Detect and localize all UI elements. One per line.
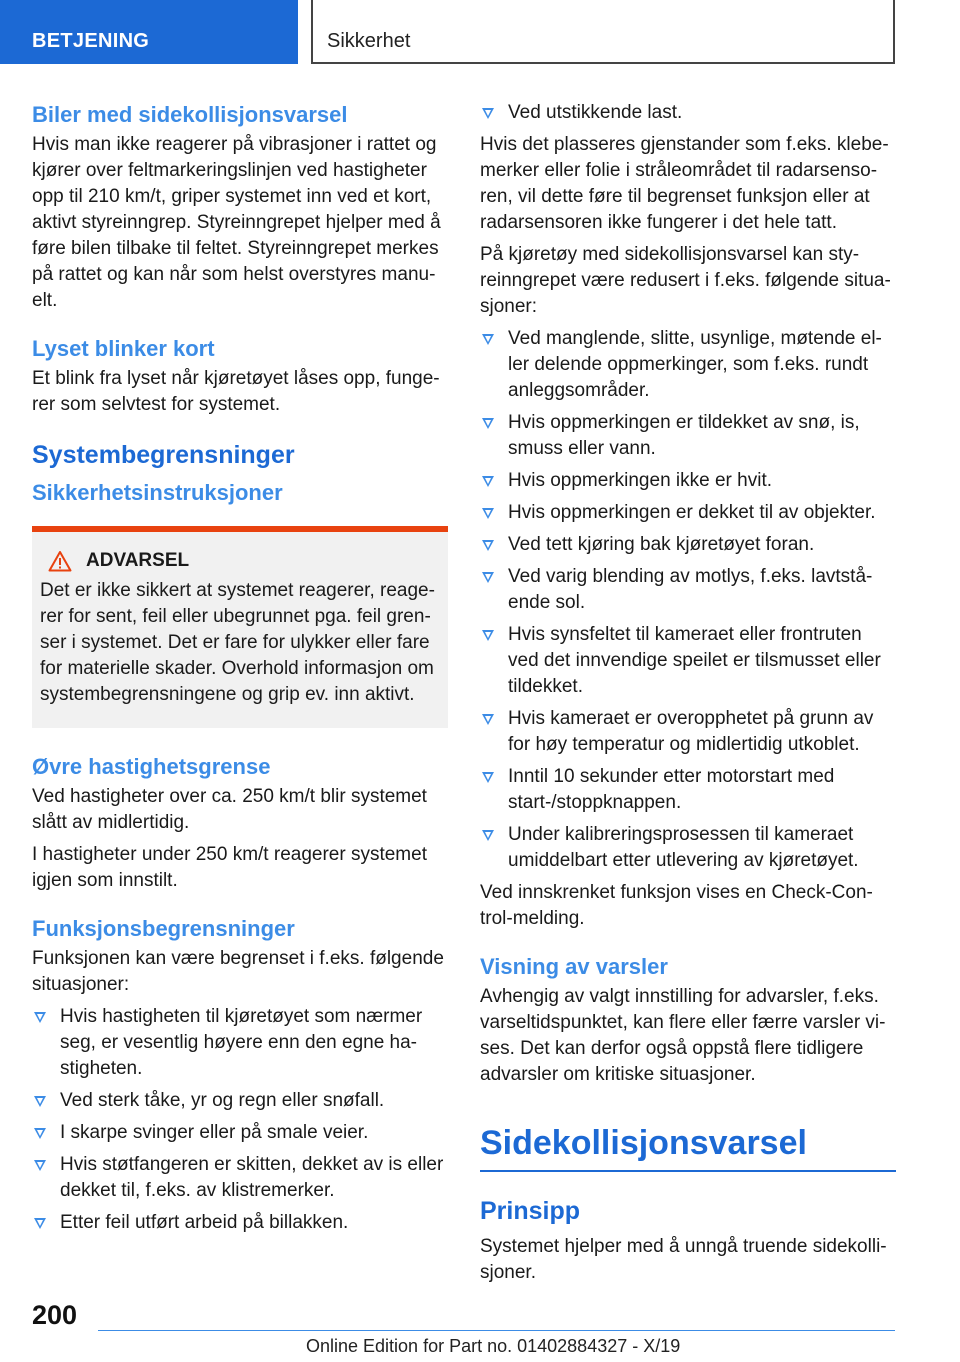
heading-lyset: Lyset blinker kort bbox=[32, 336, 215, 361]
bullet-triangle-icon bbox=[34, 1012, 46, 1023]
section-header bbox=[311, 0, 895, 64]
list-item: Hvis synsfeltet til kameraet eller frontruten ved det innvendige speilet er tilsmusset eller tildekket. bbox=[480, 622, 896, 700]
heading-sikkerhet: Sikkerhetsinstruksjoner bbox=[32, 480, 283, 505]
heading-rule bbox=[480, 1170, 896, 1172]
heading-ovre-hastighet: Øvre hastighetsgrense bbox=[32, 754, 271, 779]
bullet-triangle-icon bbox=[482, 772, 494, 783]
list-item: Hvis hastigheten til kjøretøyet som nærmer seg, er vesentlig høyere enn den egne ha-stigheten. bbox=[32, 1004, 448, 1082]
left-bullet-list bbox=[32, 1004, 448, 1236]
list-item: Hvis støtfangeren er skitten, dekket av is eller dekket til, f.eks. av klistremerker. bbox=[32, 1152, 448, 1204]
footer-edition: Online Edition for Part no. 01402884327 - X/19 bbox=[306, 1336, 681, 1356]
list-item: Ved sterk tåke, yr og regn eller snøfall. bbox=[32, 1088, 448, 1114]
heading-prinsipp: Prinsipp bbox=[480, 1197, 581, 1225]
chapter-tab bbox=[0, 0, 298, 64]
heading-sidekollisjonsvarsel: Sidekollisjonsvarsel bbox=[480, 1124, 807, 1162]
list-item: Hvis oppmerkingen er dekket til av objekter. bbox=[480, 500, 896, 526]
right-bullet-list bbox=[480, 326, 896, 874]
heading-sidekollisjon: Biler med sidekollisjonsvarsel bbox=[32, 102, 348, 127]
list-item: Ved tett kjøring bak kjøretøyet foran. bbox=[480, 532, 896, 558]
list-item: Hvis kameraet er overopphetet på grunn av for høy temperatur og midlertidig utkoblet. bbox=[480, 706, 896, 758]
bullet-triangle-icon bbox=[34, 1160, 46, 1171]
left-column bbox=[32, 100, 448, 1242]
list-item: Ved utstikkende last. bbox=[480, 100, 896, 126]
warning-triangle-icon bbox=[48, 550, 72, 572]
list-item: Inntil 10 sekunder etter motorstart med start-/stoppknappen. bbox=[480, 764, 896, 816]
bullet-triangle-icon bbox=[482, 830, 494, 841]
bullet-triangle-icon bbox=[482, 108, 494, 119]
bullet-triangle-icon bbox=[482, 572, 494, 583]
warning-title: ADVARSEL bbox=[86, 550, 190, 571]
heading-systembegrensninger: Systembegrensninger bbox=[32, 441, 295, 469]
paragraph-funksjon: Funksjonen kan være begrenset i f.eks. følgende situasjoner: bbox=[32, 948, 444, 995]
warning-box bbox=[32, 526, 448, 728]
paragraph-radar: Hvis det plasseres gjenstander som f.eks. klebe-merker eller folie i stråleområdet til radarsenso-ren, vil dette føre til begrenset funksjon eller at radarsensoren ikke fungerer i det hele tatt. bbox=[480, 134, 889, 233]
bullet-triangle-icon bbox=[482, 540, 494, 551]
bullet-triangle-icon bbox=[34, 1096, 46, 1107]
bullet-triangle-icon bbox=[482, 508, 494, 519]
list-item: Hvis oppmerkingen ikke er hvit. bbox=[480, 468, 896, 494]
chapter-label: BETJENING bbox=[32, 30, 150, 52]
heading-visning: Visning av varsler bbox=[480, 954, 668, 979]
heading-funksjonsbegrensninger: Funksjonsbegrensninger bbox=[32, 916, 295, 941]
right-column bbox=[480, 100, 896, 1292]
bullet-triangle-icon bbox=[482, 476, 494, 487]
paragraph-prinsipp: Systemet hjelper med å unngå truende sidekolli-sjoner. bbox=[480, 1236, 887, 1283]
warning-title-row bbox=[40, 550, 440, 572]
bullet-triangle-icon bbox=[34, 1218, 46, 1229]
list-item: I skarpe svinger eller på smale veier. bbox=[32, 1120, 448, 1146]
bullet-triangle-icon bbox=[34, 1128, 46, 1139]
paragraph-sidekollisjon: Hvis man ikke reagerer på vibrasjoner i rattet og kjører over feltmarkeringslinjen ved hastigheter opp til 210 km/t, griper systemet inn ved et kort, aktivt styreinngrep. Styreinngrepet hjelper med å føre bilen tilbake til feltet. Styreinngrepet merkes på rattet og kan når som helst overstyres manu-elt. bbox=[32, 134, 441, 311]
warning-text: Det er ikke sikkert at systemet reagerer, reage-rer for sent, feil eller ubegrunnet pga. feil gren-ser i systemet. Det er fare for ulykker eller fare for materielle skader. Overhold informasjon om systembegrensningene og grip ev. inn aktivt. bbox=[40, 580, 435, 705]
list-item: Etter feil utført arbeid på billakken. bbox=[32, 1210, 448, 1236]
bullet-triangle-icon bbox=[482, 630, 494, 641]
bullet-triangle-icon bbox=[482, 418, 494, 429]
page-number: 200 bbox=[32, 1300, 78, 1330]
paragraph-visning: Avhengig av valgt innstilling for advarsler, f.eks. varseltidspunktet, kan flere eller færre varsler vi-ses. Det kan derfor også oppstå flere tidligere advarsler om kritiske situasjoner. bbox=[480, 986, 886, 1085]
list-item: Under kalibreringsprosessen til kameraet umiddelbart etter utlevering av kjøretøyet. bbox=[480, 822, 896, 874]
list-item: Ved varig blending av motlys, f.eks. lavtstå-ende sol. bbox=[480, 564, 896, 616]
footer-rule bbox=[98, 1330, 895, 1331]
list-item: Ved manglende, slitte, usynlige, møtende el-ler delende oppmerkinger, som f.eks. rundt anleggsområder. bbox=[480, 326, 896, 404]
paragraph-lyset: Et blink fra lyset når kjøretøyet låses opp, funge-rer som selvtest for systemet. bbox=[32, 368, 440, 415]
list-item: Hvis oppmerkingen er tildekket av snø, is, smuss eller vann. bbox=[480, 410, 896, 462]
bullet-triangle-icon bbox=[482, 714, 494, 725]
section-label: Sikkerhet bbox=[327, 30, 411, 52]
bullet-triangle-icon bbox=[482, 334, 494, 345]
paragraph-ovre-2: I hastigheter under 250 km/t reagerer systemet igjen som innstilt. bbox=[32, 844, 427, 891]
right-top-bullet-list bbox=[480, 100, 896, 126]
paragraph-check-control: Ved innskrenket funksjon vises en Check-Con-trol-melding. bbox=[480, 882, 873, 929]
paragraph-styreinngrep: På kjøretøy med sidekollisjonsvarsel kan sty-reinngrepet være redusert i f.eks. følgende situa-sjoner: bbox=[480, 244, 891, 317]
paragraph-ovre-1: Ved hastigheter over ca. 250 km/t blir systemet slått av midlertidig. bbox=[32, 786, 427, 833]
